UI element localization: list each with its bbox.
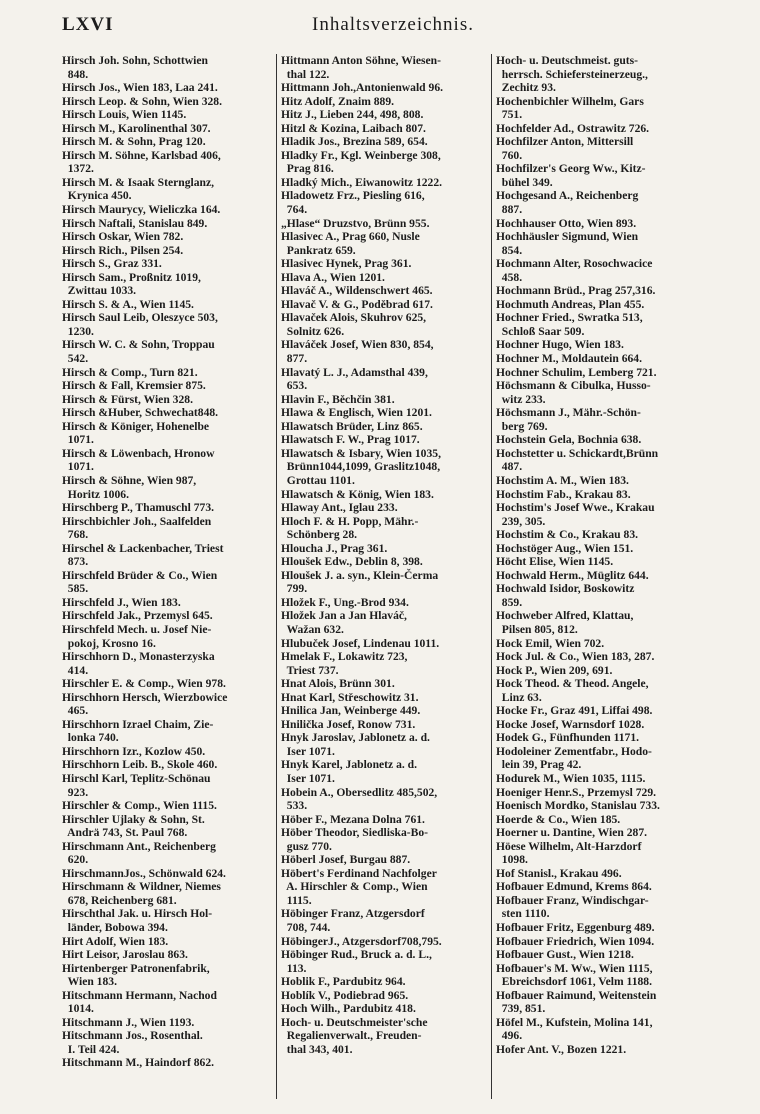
index-entry-line: Hirschfeld J., Wien 183. — [62, 595, 181, 609]
index-entry-line: Hloušek J. a. syn., Klein-Čerma — [281, 568, 439, 582]
index-entry-line: Hochstetter u. Schickardt,Brünn — [496, 446, 659, 460]
index-entry-line: Hirschhorn D., Monasterzyska — [62, 650, 215, 664]
index-entry-line: Zechitz 93. — [496, 81, 556, 95]
index-entry-line: Hochstim's Josef Wwe., Krakau — [496, 501, 655, 515]
index-entry-line: Hofer Ant. V., Bozen 1221. — [496, 1042, 627, 1056]
index-entry-line: Triest 737. — [281, 663, 339, 677]
index-entry-line: 585. — [62, 582, 89, 596]
index-entry-line: 542. — [62, 352, 89, 366]
index-entry-line: Hloušek Edw., Deblin 8, 398. — [281, 555, 423, 569]
index-entry-line: Hitz Adolf, Znaim 889. — [281, 94, 395, 108]
index-entry-line: Hochgesand A., Reichenberg — [496, 189, 639, 203]
index-entry-line: HöbingerJ., Atzgersdorf708,795. — [281, 934, 442, 948]
index-entry-line: Höcht Elise, Wien 1145. — [496, 555, 614, 569]
index-entry-line: 465. — [62, 704, 89, 718]
index-entry-line: Hirsch M., Karolinenthal 307. — [62, 121, 211, 135]
index-entry-line: Hirschbichler Joh., Saalfelden — [62, 514, 212, 528]
index-entry-line: 620. — [62, 853, 89, 867]
index-entry-line: Hitz J., Lieben 244, 498, 808. — [281, 108, 424, 122]
index-entry-line: Hochfilzer's Georg Ww., Kitz- — [496, 162, 646, 176]
index-entry-line: Hitzl & Kozina, Laibach 807. — [281, 121, 426, 135]
index-entry-line: Hochwald Isidor, Boskowitz — [496, 582, 635, 596]
index-entry-line: lonka 740. — [62, 731, 119, 745]
index-entry-line: 760. — [496, 148, 523, 162]
index-entry-line: 873. — [62, 555, 89, 569]
index-entry-line: Hochner Hugo, Wien 183. — [496, 338, 624, 352]
index-entry-line: Hnat Karl, Střeschowitz 31. — [281, 690, 419, 704]
index-column-1 — [62, 54, 268, 1099]
index-entry-line: Hitschmann Hermann, Nachod — [62, 988, 217, 1002]
index-entry-line: 1115. — [281, 893, 312, 907]
index-entry-line: Hochner Fried., Swratka 513, — [496, 311, 643, 325]
index-entry-line: 768. — [62, 528, 89, 542]
index-entry-line: Brünn1044,1099, Graslitz1048, — [281, 460, 441, 474]
index-entry-line: Hochner M., Moldautein 664. — [496, 352, 642, 366]
index-entry-line: Hirt Leisor, Jaroslau 863. — [62, 948, 188, 962]
index-entry-line: Hocke Fr., Graz 491, Liffai 498. — [496, 704, 653, 718]
index-entry-line: Hložek Jan a Jan Hlaváč, — [281, 609, 407, 623]
index-entry-line: Hirsch Rich., Pilsen 254. — [62, 243, 184, 257]
index-entry-line: Hložek F., Ung.-Brod 934. — [281, 595, 409, 609]
index-entry-line: Hochmann Alter, Rosochwacice — [496, 257, 653, 271]
index-entry-line: Hirsch Maurycy, Wieliczka 164. — [62, 203, 221, 217]
index-entry-line: Hofbauer Raimund, Weitenstein — [496, 988, 657, 1002]
index-entry-line: Hochstim A. M., Wien 183. — [496, 473, 629, 487]
index-entry-line: Hirschthal Jak. u. Hirsch Hol- — [62, 907, 213, 921]
index-entry-line: Höbinger Franz, Atzgersdorf — [281, 907, 425, 921]
index-entry-line: Hirschel & Lackenbacher, Triest — [62, 541, 224, 555]
index-entry-line: Hoch Wilh., Pardubitz 418. — [281, 1002, 416, 1016]
index-entry-line: Hock Jul. & Co., Wien 183, 287. — [496, 650, 655, 664]
index-entry-line: 708, 744. — [281, 921, 331, 934]
index-entry-line: Hittmann Anton Söhne, Wiesen- — [281, 54, 441, 67]
index-entry-line: Hlasivec Hynek, Prag 361. — [281, 257, 412, 271]
index-entry-line: Hirschfeld Mech. u. Josef Nie- — [62, 622, 212, 636]
index-entry-line: Hochstim Fab., Krakau 83. — [496, 487, 631, 501]
index-entry-line: Hladik Jos., Brezina 589, 654. — [281, 135, 428, 149]
index-entry-line: Hloucha J., Prag 361. — [281, 541, 388, 555]
index-entry-line: Hofbauer Friedrich, Wien 1094. — [496, 934, 655, 948]
index-entry-line: Hochweber Alfred, Klattau, — [496, 609, 634, 623]
index-entry-line: pokoj, Krosno 16. — [62, 636, 156, 650]
index-entry-line: 496. — [496, 1029, 523, 1043]
index-entry-line: 799. — [281, 582, 308, 596]
index-entry-line: Hitschmann M., Haindorf 862. — [62, 1056, 215, 1070]
index-entry-line: 653. — [281, 379, 308, 393]
index-entry-line: Hirschhorn Izr., Kozlow 450. — [62, 744, 206, 758]
index-entry-line: Horitz 1006. — [62, 487, 129, 501]
page-header — [62, 14, 698, 40]
index-entry-line: Höchsmann J., Mähr.-Schön- — [496, 406, 641, 420]
index-entry-line: Hock Theod. & Theod. Angele, — [496, 677, 649, 691]
index-entry-line: 1230. — [62, 324, 94, 338]
index-entry-line: Wien 183. — [62, 975, 117, 989]
index-entry-line: Hoerde & Co., Wien 185. — [496, 812, 621, 826]
index-entry-line: Hlavaček Alois, Skuhrov 625, — [281, 311, 427, 325]
index-entry-line: Hochstim & Co., Krakau 83. — [496, 528, 639, 542]
index-entry-line: Hirschl Karl, Teplitz-Schönau — [62, 771, 211, 785]
index-entry-line: HirschmannJos., Schönwald 624. — [62, 866, 226, 880]
index-entry-line: 848. — [62, 67, 89, 81]
index-entry-line: lein 39, Prag 42. — [496, 758, 582, 772]
index-entry-line: Hock Emil, Wien 702. — [496, 636, 605, 650]
index-entry-line: Hmelak F., Lokawitz 723, — [281, 650, 408, 664]
index-column-2 — [276, 54, 486, 1099]
index-entry-line: Hlawatsch & König, Wien 183. — [281, 487, 434, 501]
index-entry-line: Hladky Fr., Kgl. Weinberge 308, — [281, 148, 441, 162]
index-columns — [62, 54, 698, 1104]
index-entry-line: Hirsch Naftali, Stanislau 849. — [62, 216, 208, 230]
index-entry-line: Hochfelder Ad., Ostrawitz 726. — [496, 121, 650, 135]
index-entry-line: Hlawatsch Brüder, Linz 865. — [281, 419, 423, 433]
index-entry-line: Hochhauser Otto, Wien 893. — [496, 216, 637, 230]
index-entry-line: Höbinger Rud., Bruck a. d. L., — [281, 948, 432, 962]
index-entry-line: Pankratz 659. — [281, 243, 356, 257]
index-entry-line: Hocke Josef, Warnsdorf 1028. — [496, 717, 645, 731]
index-entry-line: Hofbauer Edmund, Krems 864. — [496, 880, 652, 894]
index-entry-line: Hladowetz Frz., Piesling 616, — [281, 189, 425, 203]
index-entry-line: Ebreichsdorf 1061, Velm 1188. — [496, 975, 652, 989]
index-entry-line: Hirsch W. C. & Sohn, Troppau — [62, 338, 215, 352]
index-entry-line: Prag 816. — [281, 162, 334, 176]
index-entry-line: Hlaváč A., Wildenschwert 465. — [281, 284, 433, 298]
index-entry-line: 764. — [281, 203, 308, 217]
index-entry-line: Hlawatsch & Isbary, Wien 1035, — [281, 446, 441, 460]
index-entry-line: Hochenbichler Wilhelm, Gars — [496, 94, 644, 108]
index-entry-line: herrsch. Schiefersteinerzeug., — [496, 67, 648, 81]
index-entry-line: Hirschfeld Brüder & Co., Wien — [62, 568, 218, 582]
index-entry-line: thal 343, 401. — [281, 1042, 353, 1056]
index-entry-line: Hof Stanisl., Krakau 496. — [496, 866, 622, 880]
index-entry-line: Hirtenberger Patronenfabrik, — [62, 961, 210, 975]
index-entry-line: Hoch- u. Deutschmeister'sche — [281, 1015, 428, 1029]
index-entry-line: Hlasivec A., Prag 660, Nusle — [281, 230, 420, 244]
index-entry-line: Hodoleiner Zementfabr., Hodo- — [496, 744, 652, 758]
index-entry-line: 678, Reichenberg 681. — [62, 893, 177, 907]
index-entry-line: 487. — [496, 460, 523, 474]
index-entry-line: Hirschmann Ant., Reichenberg — [62, 839, 216, 853]
index-entry-line: 414. — [62, 663, 89, 677]
index-entry-line: Hirsch & Comp., Turn 821. — [62, 365, 198, 379]
index-entry-line: Hirschfeld Jak., Przemysl 645. — [62, 609, 213, 623]
index-entry-line: Hock P., Wien 209, 691. — [496, 663, 613, 677]
index-entry-line: Hirschler E. & Comp., Wien 978. — [62, 677, 226, 691]
index-entry-line: Hirsch &Huber, Schwechat848. — [62, 406, 219, 420]
index-entry-line: I. Teil 424. — [62, 1042, 120, 1056]
index-entry-line: 239, 305. — [496, 514, 546, 528]
index-entry-line: bühel 349. — [496, 175, 553, 189]
index-entry-line: Hodek G., Fünfhunden 1171. — [496, 731, 640, 745]
index-entry-line: Hoch- u. Deutschmeist. guts- — [496, 54, 639, 67]
index-entry-line: Hochhäusler Sigmund, Wien — [496, 230, 639, 244]
index-entry-line: Höber Theodor, Siedliska-Bo- — [281, 826, 428, 840]
index-entry-line: Hirschhorn Hersch, Wierzbowice — [62, 690, 228, 704]
index-entry-line: Hirsch M. Söhne, Karlsbad 406, — [62, 148, 221, 162]
index-entry-line: Hittmann Joh.,Antonienwald 96. — [281, 81, 444, 95]
index-entry-line: Andrä 743, St. Paul 768. — [62, 826, 188, 840]
index-entry-line: Hochmuth Andreas, Plan 455. — [496, 297, 645, 311]
index-entry-line: Hirsch Sam., Proßnitz 1019, — [62, 270, 201, 284]
index-entry-line: 113. — [281, 961, 307, 975]
index-entry-line: Iser 1071. — [281, 771, 335, 785]
index-entry-line: Wažan 632. — [281, 622, 344, 636]
index-entry-line: Hnat Alois, Brünn 301. — [281, 677, 395, 691]
index-entry-line: Hirschhorn Leib. B., Skole 460. — [62, 758, 218, 772]
index-entry-line: Höfel M., Kufstein, Molina 141, — [496, 1015, 653, 1029]
index-entry-line: Hirt Adolf, Wien 183. — [62, 934, 169, 948]
index-entry-line: witz 233. — [496, 392, 546, 406]
index-entry-line: Hnyk Karel, Jablonetz a. d. — [281, 758, 418, 772]
index-entry-line: Hlawa & Englisch, Wien 1201. — [281, 406, 432, 420]
index-entry-line: Hlaváček Josef, Wien 830, 854, — [281, 338, 434, 352]
index-entry-line: Hirschhorn Izrael Chaim, Zie- — [62, 717, 214, 731]
index-entry-line: Hirsch M. & Sohn, Prag 120. — [62, 135, 206, 149]
index-entry-line: Hitschmann J., Wien 1193. — [62, 1015, 195, 1029]
index-entry-line: Hirschmann & Wildner, Niemes — [62, 880, 221, 894]
index-entry-line: Schönberg 28. — [281, 528, 358, 542]
index-entry-line: Hloch F. & H. Popp, Mähr.- — [281, 514, 419, 528]
index-entry-line: Hlubuček Josef, Lindenau 1011. — [281, 636, 440, 650]
index-entry-line: Hirsch & Löwenbach, Hronow — [62, 446, 215, 460]
page-number: LXVI — [62, 14, 114, 35]
index-entry-line: Hodurek M., Wien 1035, 1115. — [496, 771, 646, 785]
index-entry-line: Höber F., Mezana Dolna 761. — [281, 812, 425, 826]
index-entry-line: Grottau 1101. — [281, 473, 355, 487]
index-entry-line: Hofbauer Fritz, Eggenburg 489. — [496, 921, 655, 934]
index-entry-line: Hlavač V. & G., Poděbrad 617. — [281, 297, 433, 311]
index-entry-line: Hnilička Josef, Ronow 731. — [281, 717, 416, 731]
index-column-3 — [491, 54, 701, 1099]
index-entry-line: Hochstein Gela, Bochnia 638. — [496, 433, 642, 447]
index-entry-line: Hoblík V., Podiebrad 965. — [281, 988, 409, 1002]
index-entry-line: Hochfilzer Anton, Mittersill — [496, 135, 634, 149]
index-entry-line: Hoeniger Henr.S., Przemysl 729. — [496, 785, 657, 799]
index-entry-line: Hlavin F., Běchčin 381. — [281, 392, 395, 406]
index-entry-line: Höchsmann & Cibulka, Husso- — [496, 379, 651, 393]
index-entry-line: Hirsch Louis, Wien 1145. — [62, 108, 187, 122]
index-entry-line: Linz 63. — [496, 690, 542, 704]
index-entry-line: Hirsch Leop. & Sohn, Wien 328. — [62, 94, 222, 108]
page-title: Inhaltsverzeichnis. — [312, 14, 474, 35]
index-entry-line: Solnitz 626. — [281, 324, 345, 338]
index-entry-line: 1071. — [62, 460, 94, 474]
index-entry-line: länder, Bobowa 394. — [62, 921, 168, 934]
index-entry-line: Hirsch S. & A., Wien 1145. — [62, 297, 194, 311]
index-entry-line: 923. — [62, 785, 89, 799]
index-entry-line: 1014. — [62, 1002, 94, 1016]
index-entry-line: 854. — [496, 243, 523, 257]
index-entry-line: Höbert's Ferdinand Nachfolger — [281, 866, 437, 880]
index-entry-line: Hirsch & Königer, Hohenelbe — [62, 419, 210, 433]
index-entry-line: 533. — [281, 799, 308, 813]
index-entry-line: Hlavatý L. J., Adamsthal 439, — [281, 365, 428, 379]
index-entry-line: Hirsch Jos., Wien 183, Laa 241. — [62, 81, 218, 95]
index-entry-line: Zwittau 1033. — [62, 284, 137, 298]
index-entry-line: 1098. — [496, 853, 528, 867]
index-entry-line: Pilsen 805, 812. — [496, 622, 578, 636]
index-entry-line: Hirschberg P., Thamuschl 773. — [62, 501, 215, 515]
index-entry-line: Hoenisch Mordko, Stanislau 733. — [496, 799, 660, 813]
index-entry-line: 739, 851. — [496, 1002, 546, 1016]
index-entry-line: Höberl Josef, Burgau 887. — [281, 853, 411, 867]
index-entry-line: Hochner Schulim, Lemberg 721. — [496, 365, 657, 379]
index-entry-line: Hofbauer's M. Ww., Wien 1115, — [496, 961, 653, 975]
index-entry-line: „Hlase“ Druzstvo, Brünn 955. — [281, 216, 430, 230]
index-entry-line: Iser 1071. — [281, 744, 335, 758]
index-entry-line: 877. — [281, 352, 308, 366]
index-entry-line: Hirsch & Fall, Kremsier 875. — [62, 379, 206, 393]
index-entry-line: Hirsch Oskar, Wien 782. — [62, 230, 184, 244]
index-entry-line: Krynica 450. — [62, 189, 132, 203]
index-entry-line: gusz 770. — [281, 839, 332, 853]
index-entry-line: 1372. — [62, 162, 94, 176]
index-entry-line: Hoerner u. Dantine, Wien 287. — [496, 826, 648, 840]
index-entry-line: berg 769. — [496, 419, 548, 433]
index-entry-line: Hofbauer Gust., Wien 1218. — [496, 948, 634, 962]
index-entry-line: Hochmann Brüd., Prag 257,316. — [496, 284, 656, 298]
index-entry-line: Hochstöger Aug., Wien 151. — [496, 541, 634, 555]
index-entry-line: Hirsch S., Graz 331. — [62, 257, 162, 271]
index-entry-line: Hnyk Jaroslav, Jablonetz a. d. — [281, 731, 430, 745]
index-entry-line: sten 1110. — [496, 907, 550, 921]
index-entry-line: A. Hirschler & Comp., Wien — [281, 880, 428, 894]
index-entry-line: Regalienverwalt., Freuden- — [281, 1029, 422, 1043]
index-entry-line: 458. — [496, 270, 523, 284]
index-entry-line: Schloß Saar 509. — [496, 324, 585, 338]
index-entry-line: Höese Wilhelm, Alt-Harzdorf — [496, 839, 642, 853]
index-entry-line: Hlaway Ant., Iglau 233. — [281, 501, 398, 515]
index-entry-line: Hirschler Ujlaky & Sohn, St. — [62, 812, 205, 826]
index-entry-line: 887. — [496, 203, 523, 217]
index-entry-line: Hirsch Saul Leib, Oleszyce 503, — [62, 311, 218, 325]
index-entry-line: Hirsch & Söhne, Wien 987, — [62, 473, 197, 487]
index-entry-line: Hofbauer Franz, Windischgar- — [496, 893, 649, 907]
index-entry-line: Hirsch Joh. Sohn, Schottwien — [62, 54, 208, 67]
index-entry-line: 859. — [496, 595, 523, 609]
index-entry-line: Hlava A., Wien 1201. — [281, 270, 385, 284]
index-entry-line: Hobein A., Obersedlitz 485,502, — [281, 785, 438, 799]
index-entry-line: Hirschler & Comp., Wien 1115. — [62, 799, 217, 813]
index-entry-line: Hitschmann Jos., Rosenthal. — [62, 1029, 203, 1043]
index-entry-line: 1071. — [62, 433, 94, 447]
index-entry-line: Hirsch M. & Isaak Sternglanz, — [62, 175, 215, 189]
index-entry-line: Hlawatsch F. W., Prag 1017. — [281, 433, 420, 447]
index-entry-line: 751. — [496, 108, 523, 122]
index-entry-line: Hoblik F., Pardubitz 964. — [281, 975, 406, 989]
index-entry-line: thal 122. — [281, 67, 330, 81]
index-entry-line: Hirsch & Fürst, Wien 328. — [62, 392, 193, 406]
index-entry-line: Hnilica Jan, Weinberge 449. — [281, 704, 421, 718]
index-entry-line: Hladký Mich., Eiwanowitz 1222. — [281, 175, 443, 189]
index-entry-line: Hochwald Herm., Müglitz 644. — [496, 568, 649, 582]
